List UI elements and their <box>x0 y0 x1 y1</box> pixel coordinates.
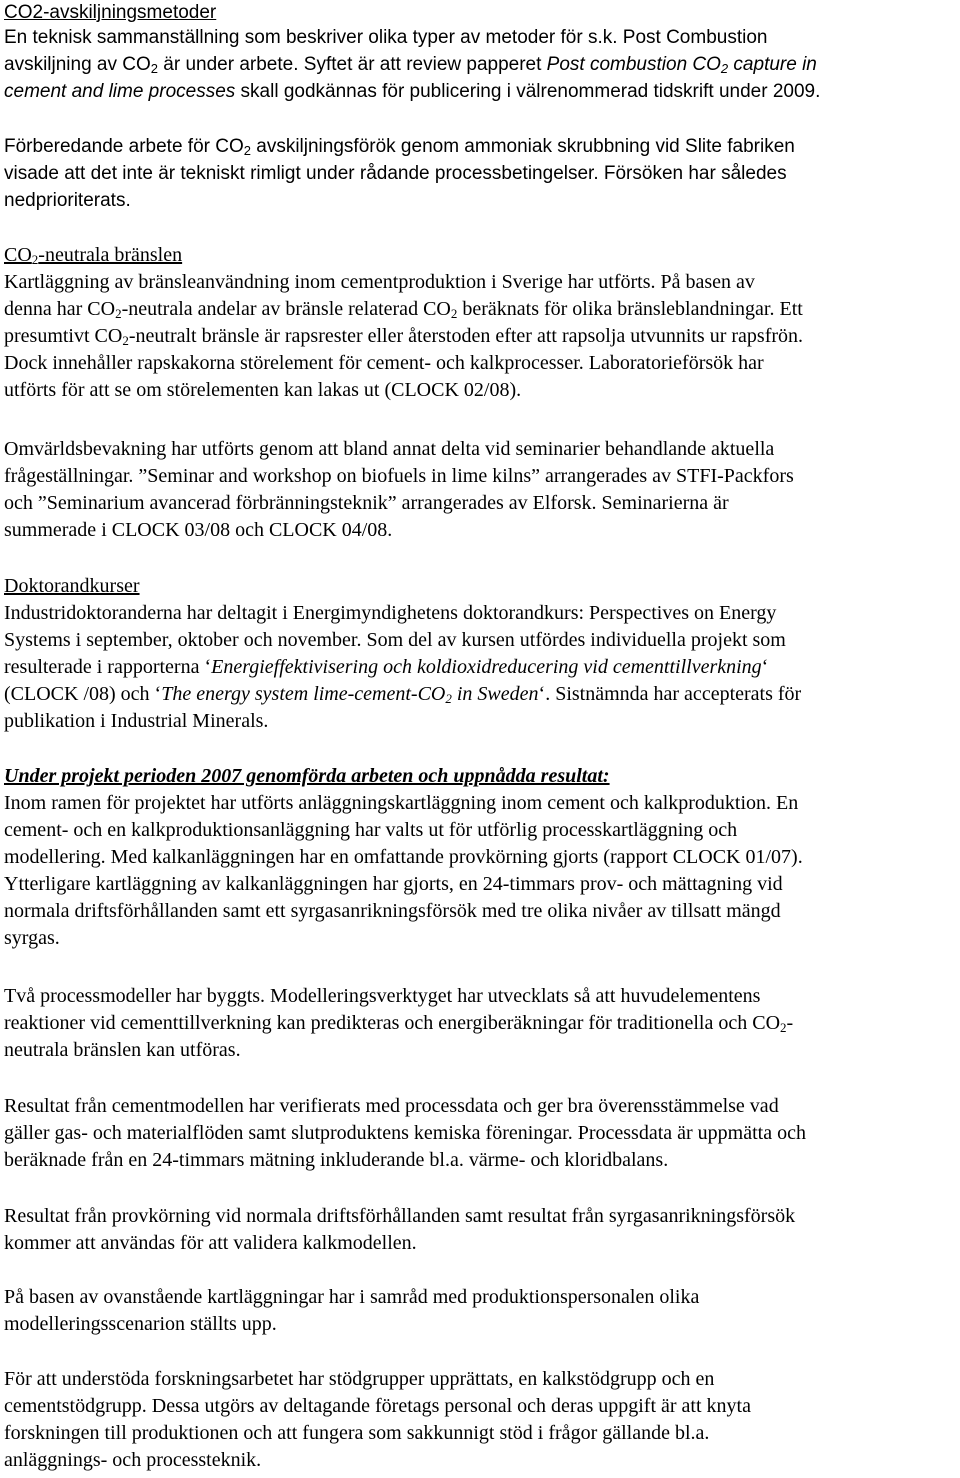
italic-title: Energieffektivisering och koldioxidreducering vid cementtillverkning <box>211 656 762 678</box>
text-run: (CLOCK /08) och ‘ <box>4 683 162 705</box>
text-run: denna har CO <box>4 298 116 320</box>
text-line <box>4 78 820 105</box>
subscript: 2 <box>31 252 39 267</box>
text-line <box>4 133 795 160</box>
section-heading-co2-methods: CO2-avskiljningsmetoder <box>4 2 217 23</box>
text-run: CO <box>4 244 32 266</box>
italic-title: Post combustion CO <box>546 54 721 75</box>
text-line: och ”Seminarium avancerad förbränningsteknik” arrangerades av Elforsk. Seminarierna är <box>4 492 729 514</box>
subscript: 2 <box>122 333 129 348</box>
text-line: nedprioriterats. <box>4 190 131 211</box>
text-line: Systems i september, oktober och november. Som del av kursen utfördes individuella projekt som <box>4 629 786 651</box>
text-run: -neutralt bränsle är rapsrester eller återstoden efter att rapsolja utvunnits ur rapsfrön. <box>128 325 804 347</box>
text-line: Inom ramen för projektet har utförts anläggningskartläggning inom cement och kalkproduktion. En <box>4 792 799 814</box>
text-line: Omvärldsbevakning har utförts genom att bland annat delta vid seminarier behandlande aktuella <box>4 438 775 460</box>
text-run: resulterade i rapporterna ‘ <box>4 656 212 678</box>
subscript: 2 <box>720 61 729 76</box>
text-line: neutrala bränslen kan utföras. <box>4 1039 241 1061</box>
text-line: syrgas. <box>4 927 60 949</box>
section-heading-co2-neutral-fuels <box>4 242 182 269</box>
text-line: frågeställningar. ”Seminar and workshop on biofuels in lime kilns” arrangerades av STFI-Packfors <box>4 465 794 487</box>
text-line: publikation i Industrial Minerals. <box>4 710 269 732</box>
section-heading-project-results: Under projekt perioden 2007 genomförda arbeten och uppnådda resultat: <box>4 765 610 787</box>
text-line: Dock innehåller rapskakorna störelement för cement- och kalkprocesser. Laboratorieförsök har <box>4 352 764 374</box>
subscript: 2 <box>243 143 251 158</box>
text-line: Industridoktoranderna har deltagit i Energimyndighetens doktorandkurs: Perspectives on Energy <box>4 602 777 624</box>
text-line: kommer att användas för att validera kalkmodellen. <box>4 1232 417 1254</box>
text-run: - <box>786 1012 794 1034</box>
text-run: reaktioner vid cementtillverkning kan predikteras och energiberäkningar för traditionella och CO <box>4 1012 781 1034</box>
text-line: Kartläggning av bränsleanvändning inom cementproduktion i Sverige har utförts. På basen av <box>4 271 755 293</box>
text-run: avskiljning av CO <box>4 54 151 75</box>
text-line <box>4 323 803 350</box>
text-line: På basen av ovanstående kartläggningar har i samråd med produktionspersonalen olika <box>4 1286 700 1308</box>
text-run: är under arbete. Syftet är att review papperet <box>158 54 547 75</box>
text-line: summerade i CLOCK 03/08 och CLOCK 04/08. <box>4 519 393 541</box>
text-line: cementstödgrupp. Dessa utgörs av deltagande företags personal och deras uppgift är att knyta <box>4 1395 751 1417</box>
text-run: ‘. Sistnämnda har accepterats för <box>538 683 802 705</box>
italic-title: The energy system lime-cement-CO <box>161 683 446 705</box>
subscript: 2 <box>150 61 159 76</box>
text-line: Resultat från cementmodellen har verifierats med processdata och ger bra överensstämmelse vad <box>4 1095 779 1117</box>
text-run: avskiljningsförök genom ammoniak skrubbning vid Slite fabriken <box>250 136 795 157</box>
text-line: cement- och en kalkproduktionsanläggning har valts ut för utförlig processkartläggning och <box>4 819 738 841</box>
text-line: gäller gas- och materialflöden samt slutproduktens kemiska föreningar. Processdata är uppmätta och <box>4 1122 806 1144</box>
section-heading-doctoral-courses: Doktorandkurser <box>4 575 140 597</box>
text-run: -neutrala bränslen <box>38 244 183 266</box>
text-line: En teknisk sammanställning som beskriver olika typer av metoder för s.k. Post Combustion <box>4 27 768 48</box>
text-line <box>4 681 801 708</box>
text-line: anläggnings- och processteknik. <box>4 1449 262 1471</box>
italic-title: capture in <box>728 54 817 75</box>
text-run: presumtivt CO <box>4 325 123 347</box>
text-line <box>4 654 768 681</box>
subscript: 2 <box>445 691 452 706</box>
text-line <box>4 296 803 323</box>
text-line <box>4 51 817 78</box>
text-line: modellering. Med kalkanläggningen har en omfattande provkörning gjorts (rapport CLOCK 01/07). <box>4 846 803 868</box>
text-run: skall godkännas för publicering i välrenommerad tidskrift under 2009. <box>235 81 821 102</box>
text-line: Ytterligare kartläggning av kalkanläggningen har gjorts, en 24-timmars prov- och mättagning vid <box>4 873 783 895</box>
text-run: Förberedande arbete för CO <box>4 136 244 157</box>
text-line <box>4 1010 793 1037</box>
text-line: För att understöda forskningsarbetet har stödgrupper upprättats, en kalkstödgrupp och en <box>4 1368 715 1390</box>
subscript: 2 <box>450 306 458 321</box>
text-line: visade att det inte är tekniskt rimligt under rådande processbetingelser. Försöken har således <box>4 163 787 184</box>
text-run: -neutrala andelar av bränsle relaterad CO <box>121 298 451 320</box>
text-line: utförts för att se om störelementen kan lakas ut (CLOCK 02/08). <box>4 379 522 401</box>
text-line: forskningen till produktionen och att fungera som sakkunnigt stöd i frågor gällande bl.a. <box>4 1422 710 1444</box>
subscript: 2 <box>115 306 122 321</box>
subscript: 2 <box>780 1020 787 1035</box>
text-run: ‘ <box>761 656 769 678</box>
text-line: modelleringsscenarion ställts upp. <box>4 1313 277 1335</box>
text-line: Två processmodeller har byggts. Modelleringsverktyget har utvecklats så att huvudelementens <box>4 985 761 1007</box>
text-run: beräknats för olika bränsleblandningar. Ett <box>457 298 803 320</box>
text-line: Resultat från provkörning vid normala driftsförhållanden samt resultat från syrgasanrikningsförsök <box>4 1205 796 1227</box>
italic-title: in Sweden <box>451 683 539 705</box>
text-line: beräknade från en 24-timmars mätning inkluderande bl.a. värme- och kloridbalans. <box>4 1149 669 1171</box>
italic-title: cement and lime processes <box>4 81 236 102</box>
text-line: normala driftsförhållanden samt ett syrgasanrikningsförsök med tre olika nivåer av tillsatt mängd <box>4 900 781 922</box>
